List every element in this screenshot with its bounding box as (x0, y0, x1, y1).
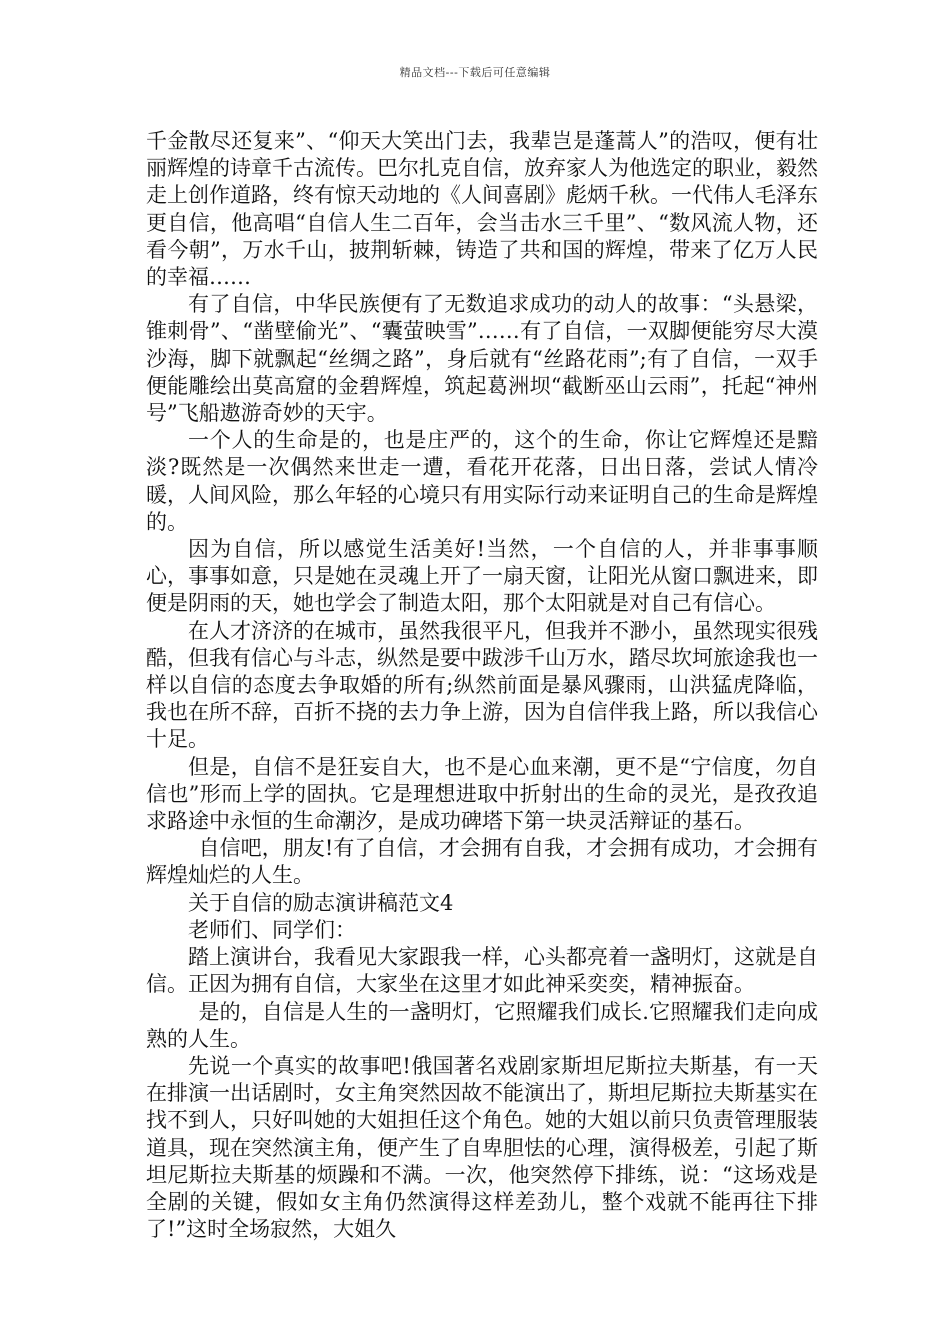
paragraph-1: 千金散尽还复来”、“仰天大笑出门去，我辈岂是蓬蒿人”的浩叹，便有壮丽辉煌的诗章千古流传。巴尔扎克自信，放弃家人为他选定的职业，毅然走上创作道路，终有惊天动地的《人间喜剧》彪炳千秋。一代伟人毛泽东更自信，他高唱“自信人生二百年，会当击水三千里”、“数风流人物，还看今朝”，万水千山，披荆斩棘，铸造了共和国的辉煌，带来了亿万人民的幸福…… (146, 129, 818, 290)
section-title: 关于自信的励志演讲稿范文4 (188, 890, 454, 915)
paragraph-9: 是的，自信是人生的一盏明灯，它照耀我们成长.它照耀我们走向成熟的人生。 (146, 999, 818, 1051)
paragraph-4: 因为自信，所以感觉生活美好!当然，一个自信的人，并非事事顺心，事事如意，只是她在灵魂上开了一扇天窗，让阳光从窗口飘进来，即便是阴雨的天，她也学会了制造太阳，那个太阳就是对自己有信心。 (146, 537, 818, 616)
paragraph-5: 在人才济济的在城市，虽然我很平凡，但我并不渺小，虽然现实很残酷，但我有信心与斗志，纵然是要中跋涉千山万水，踏尽坎坷旅途我也一样以自信的态度去争取婚的所有;纵然前面是暴风骤雨，山洪猛虎降临，我也在所不辞，百折不挠的去力争上游，因为自信伴我上路，所以我信心十足。 (146, 618, 818, 752)
paragraph-10: 先说一个真实的故事吧!俄国著名戏剧家斯坦尼斯拉夫斯基，有一天在排演一出话剧时，女主角突然因故不能演出了，斯坦尼斯拉夫斯基实在找不到人，只好叫她的大姐担任这个角色。她的大姐以前只负责管理服装道具，现在突然演主角，便产生了自卑胆怯的心理，演得极差，引起了斯坦尼斯拉夫斯基的烦躁和不满。一次，他突然停下排练，说：“这场戏是全剧的关键，假如女主角仍然演得这样差劲儿，整个戏就不能再往下排了!”这时全场寂然，大姐久 (146, 1053, 818, 1242)
paragraph-6: 但是，自信不是狂妄自大，也不是心血来潮，更不是“宁信度，勿自信也”形而上学的固执。它是理想进取中折射出的生命的灵光，是孜孜追求路途中永恒的生命潮汐，是成功碑塔下第一块灵活辩证的基石。 (146, 754, 818, 834)
paragraph-3: 一个人的生命是的，也是庄严的，这个的生命，你让它辉煌还是黯淡?既然是一次偶然来世走一遭，看花开花落，日出日落，尝试人情冷暖，人间风险，那么年轻的心境只有用实际行动来证明自己的生命是辉煌的。 (146, 428, 818, 534)
page-header: 精品文档---下载后可任意编辑 (399, 66, 551, 79)
paragraph-8: 踏上演讲台，我看见大家跟我一样，心头都亮着一盏明灯，这就是自信。正因为拥有自信，大家坐在这里才如此神采奕奕，精神振奋。 (146, 945, 818, 997)
salutation: 老师们、同学们： (188, 917, 356, 942)
paragraph-7: 自信吧，朋友!有了自信，才会拥有自我，才会拥有成功，才会拥有辉煌灿烂的人生。 (146, 836, 818, 888)
paragraph-2: 有了自信，中华民族便有了无数追求成功的动人的故事：“头悬梁，锥刺骨”、“凿壁偷光”、“囊萤映雪”……有了自信，一双脚便能穷尽大漠沙海，脚下就飘起“丝绸之路”，身后就有“丝路花雨”;有了自信，一双手便能雕绘出莫高窟的金碧辉煌，筑起葛洲坝“截断巫山云雨”，托起“神州号”飞船遨游奇妙的天宇。 (146, 292, 818, 426)
document-body (146, 128, 818, 1243)
